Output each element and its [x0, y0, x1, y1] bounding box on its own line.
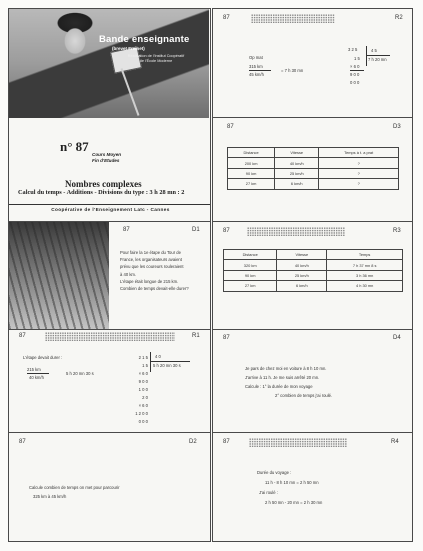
d3-header-distance: Distance	[228, 148, 275, 158]
r2-div-5: 0 0 0	[350, 80, 360, 85]
d2-line-1: Calcule combien de temps on met pour parcourir	[29, 485, 120, 490]
card-code: D1	[192, 227, 200, 233]
cover-description	[116, 54, 196, 64]
booklet-number: n° 87	[60, 139, 89, 154]
card-d4	[212, 329, 413, 433]
r1-quotient: 5 h 20 mn 30 s	[153, 363, 181, 368]
cover-divider	[9, 204, 211, 205]
card-number: 87	[223, 335, 230, 341]
table-row: 320 km 40 km/h 7 h 37 mn 8 s	[224, 260, 403, 270]
topic-subtitle: Calcul du temps - Additions - Divisions du type : 3 h 28 mn : 2	[18, 189, 185, 196]
card-code: D3	[393, 124, 401, 130]
fraction-bar	[249, 70, 271, 71]
topic-title: Nombres complexes	[65, 179, 142, 189]
d1-problem-text: Pour faire la 1e étape du Tour de France, les organisateurs avaient prévu que les coureurs rouleraient à 40 km. L'étape était longue de 215 km. Combien de temps devait-elle durer?	[120, 250, 189, 292]
r3-header-distance: Distance	[224, 250, 277, 260]
r2-div-3: × 6 0	[350, 64, 360, 69]
r2-div-1: 3 2 5	[348, 47, 358, 52]
r1-div-hline	[150, 361, 190, 362]
cover-subtitle: (brevet Freinet)	[112, 46, 145, 51]
card-number: 87	[123, 227, 130, 233]
card-r3	[212, 221, 413, 330]
card-d1	[8, 221, 211, 330]
d4-line-4: 2° combien de temps j'ai roulé.	[275, 393, 333, 398]
level-line-2: Fin d'Etudes	[92, 157, 120, 163]
table-row: 90 km 25 km/h 3 h 36 mn	[224, 270, 403, 280]
d4-line-3: Calcule : 1° la durée de mon voyage	[245, 384, 313, 389]
r1-divisor: 4 0	[155, 354, 161, 359]
r2-div-2: 1 5	[354, 56, 360, 61]
cyclists-photo	[9, 222, 109, 329]
r2-div-hline	[366, 55, 390, 56]
r2-div-vline	[366, 46, 367, 66]
card-number: 87	[223, 15, 230, 21]
card-code: D2	[189, 439, 197, 445]
r2-distance: 315 km	[249, 64, 263, 69]
course-level	[92, 152, 121, 163]
card-number: 87	[223, 228, 230, 234]
publisher-line: Coopérative de l'Enseignement Laïc - Cannes	[51, 207, 170, 212]
r4-line-4: 2 h 50 mn - 20 mn = 2 h 30 mn	[265, 500, 323, 505]
table-row: 90 km 25 km/h ?	[228, 168, 399, 178]
r2-div-bar	[350, 70, 364, 71]
d3-table	[227, 147, 399, 190]
card-r4	[212, 432, 413, 542]
dotted-strip	[249, 438, 347, 447]
d3-header-speed: Vitesse	[275, 148, 319, 158]
card-r2	[212, 8, 413, 118]
fraction-bar	[27, 373, 49, 374]
d3-header-time: Temps à t. a prat	[319, 148, 399, 158]
dotted-strip	[247, 227, 345, 236]
level-line-1: Cours Moyen	[92, 152, 122, 157]
r4-line-1: Durée du voyage :	[257, 470, 292, 475]
cover-card	[8, 8, 211, 119]
dotted-strip	[45, 332, 175, 341]
cover-desc-line-1: Réalisation de l'Institut Coopératif	[127, 54, 185, 58]
r2-quotient: 7 h 20 mn	[368, 57, 387, 62]
card-code: D4	[393, 335, 401, 341]
r1-speed: 40 km/h	[29, 375, 44, 380]
r2-divisor: 4 5	[371, 48, 377, 53]
card-code: R3	[393, 228, 401, 234]
table-row: 27 km 6 km/h ?	[228, 179, 399, 189]
card-number: 87	[19, 333, 26, 339]
card-code: R1	[192, 333, 200, 339]
r1-div-vline	[150, 352, 151, 372]
card-number: 87	[19, 439, 26, 445]
card-r1	[8, 329, 211, 433]
r3-header-speed: Vitesse	[277, 250, 327, 260]
r3-header-time: Temps	[327, 250, 403, 260]
table-row: 27 km 6 km/h 4 h 30 mn	[224, 281, 403, 291]
cover-desc-line-2: de l'École Moderne	[139, 59, 173, 63]
table-row: 200 km 40 km/h ?	[228, 158, 399, 168]
d4-line-2: J'arrive à 11 h. Je me suis arrêté 20 mn.	[245, 375, 320, 380]
cover-title: Bande enseignante	[99, 34, 190, 45]
r1-distance: 215 km	[27, 367, 41, 372]
cover-info-card	[8, 118, 211, 222]
d2-line-2: 325 km à 45 km/h	[33, 494, 67, 499]
d4-line-1: Je pars de chez moi en voiture à 8 h 10 mn.	[245, 366, 327, 371]
card-number: 87	[223, 439, 230, 445]
r1-intro: L'étape devait durer :	[23, 355, 63, 360]
card-d2	[8, 432, 211, 542]
dotted-strip	[251, 14, 335, 23]
card-d3	[212, 117, 413, 222]
card-code: R4	[391, 439, 399, 445]
r2-result: = 7 h 30 mn	[281, 68, 304, 73]
r4-line-2: 11 h - 8 h 10 mn = 2 h 50 mn	[265, 480, 319, 485]
r1-result: 5 h 20 mn 30 s	[66, 371, 94, 376]
r2-div-4: 9 0 0	[350, 72, 360, 77]
card-code: R2	[395, 15, 403, 21]
r2-label: Op mat	[249, 55, 263, 60]
r1-division: 2 1 5 1 5 × 6 0 9 0 0 1 0 0 2 0 × 6 0 1 2 0 0 0 0 0	[135, 355, 148, 424]
card-number: 87	[227, 124, 234, 130]
r3-table	[223, 249, 403, 292]
r2-speed: 45 km/h	[249, 72, 264, 77]
r4-line-3: J'ai roulé :	[259, 490, 278, 495]
